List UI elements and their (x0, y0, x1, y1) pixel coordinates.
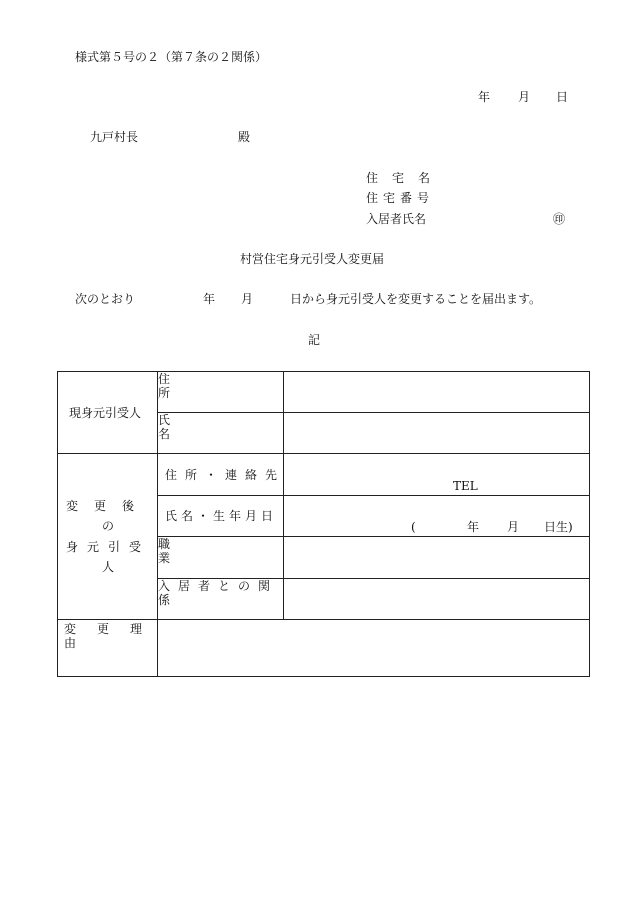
statement-month-label: 月 (241, 292, 254, 306)
statement-prefix: 次のとおり (75, 292, 136, 306)
new-address-contact-field (284, 454, 590, 496)
statement-suffix: 日から身元引受人を変更することを届出ます。 (290, 292, 542, 306)
current-address-field (284, 372, 590, 413)
current-name-label-cell (158, 413, 284, 454)
birth-month-label: 月 (507, 520, 520, 534)
current-address-label: 住所 (158, 372, 171, 400)
tel-label: TEL (453, 479, 478, 493)
current-name-field (284, 413, 590, 454)
new-guarantor-heading (58, 454, 158, 620)
new-address-contact-label-cell (158, 454, 284, 496)
date-day-label: 日 (556, 90, 569, 104)
occupation-field (284, 537, 590, 579)
current-guarantor-heading (58, 372, 158, 454)
reason-label: 変更理由 (64, 622, 164, 650)
occupation-label: 職業 (158, 537, 171, 565)
document-title: 村営住宅身元引受人変更届 (240, 252, 385, 266)
resident-name-label: 入居者氏名 (366, 212, 427, 226)
ki-heading: 記 (308, 333, 321, 347)
reason-field (158, 620, 590, 677)
new-name-birth-field (284, 496, 590, 537)
guarantor-change-table (57, 371, 590, 677)
table-row (58, 372, 590, 413)
new-guarantor-heading-line: 人 (102, 560, 115, 574)
current-guarantor-heading-text: 現身元引受人 (69, 405, 142, 420)
housing-number-label: 住宅番号 (366, 191, 435, 205)
birth-day-label: 日生) (544, 520, 573, 534)
date-month-label: 月 (518, 90, 531, 104)
new-guarantor-heading-line: 変更後 (66, 498, 151, 513)
new-name-birth-label-cell (158, 496, 284, 537)
seal-mark: ㊞ (553, 212, 566, 226)
new-guarantor-heading-line: 身元引受 (66, 539, 151, 554)
relationship-field (284, 579, 590, 620)
statement-year-label: 年 (203, 292, 216, 306)
date-year-label: 年 (478, 90, 491, 104)
current-name-label: 氏名 (158, 413, 171, 441)
new-name-birth-label: 氏名・生年月日 (165, 509, 278, 523)
relationship-label-cell (158, 579, 284, 620)
birth-year-label: 年 (467, 520, 480, 534)
relationship-label: 入居者との関係 (158, 579, 279, 607)
occupation-label-cell (158, 537, 284, 579)
housing-name-label: 住宅名 (366, 171, 445, 185)
new-guarantor-heading-line: の (102, 519, 115, 533)
addressee-name: 九戸村長 (90, 130, 139, 144)
table-row (58, 620, 590, 677)
current-address-label-cell (158, 372, 284, 413)
birth-open-paren: ( (411, 520, 416, 534)
reason-label-cell (58, 620, 164, 677)
new-address-contact-label: 住所・連絡先 (165, 467, 286, 482)
form-number: 様式第５号の２（第７条の２関係） (75, 50, 268, 64)
addressee-honorific: 殿 (238, 130, 251, 144)
table-row (58, 454, 590, 496)
